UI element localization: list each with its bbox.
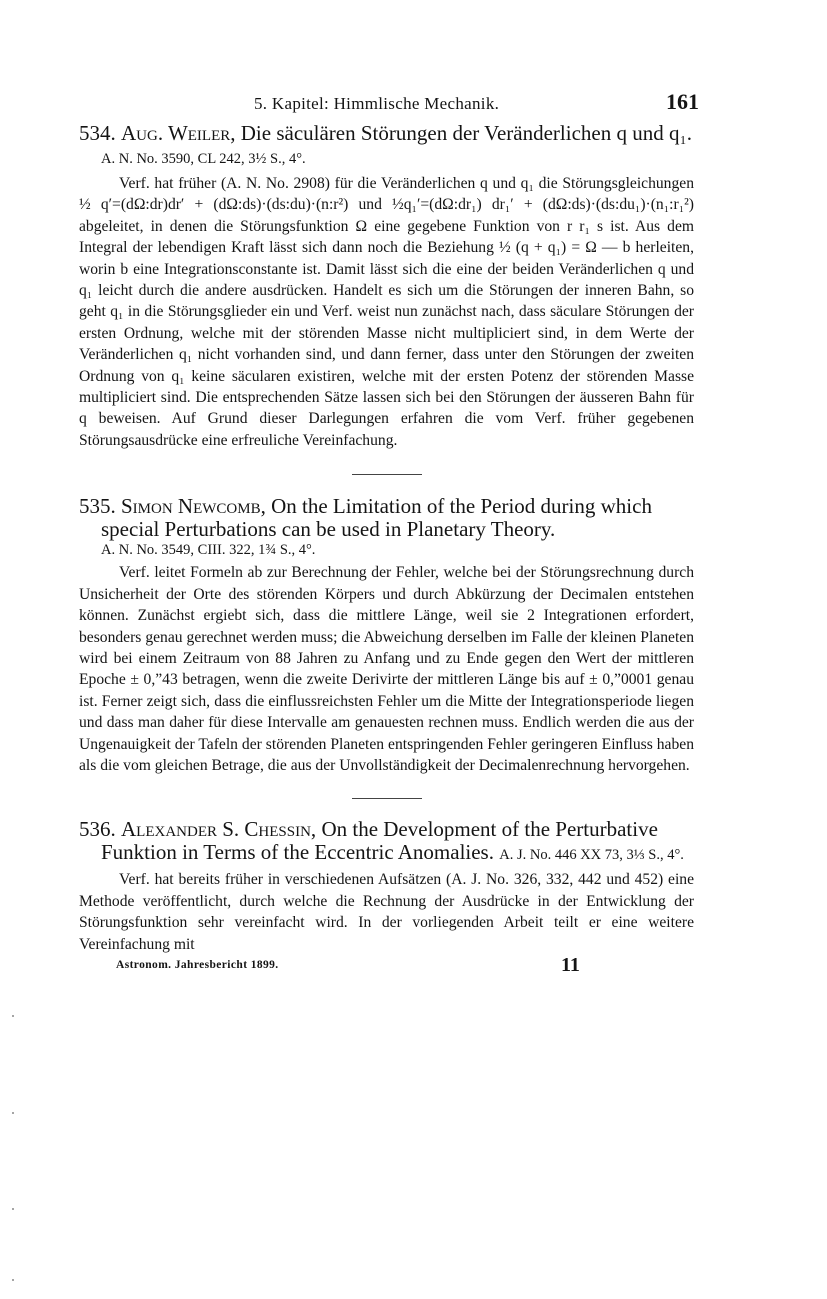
footer-journal: Astronom. Jahresbericht 1899.	[116, 958, 279, 971]
scan-edge-mark	[12, 1112, 14, 1114]
entry-title: On the Development of the Perturbative Funktion in Terms of the Eccentric Anomalies.	[101, 817, 658, 865]
running-head	[79, 88, 699, 118]
entry-heading	[79, 495, 694, 541]
entry-author: Aug. Weiler,	[121, 121, 236, 145]
entry-reference: A. N. No. 3590, CL 242, 3½ S., 4°.	[101, 151, 306, 167]
entry-body: Verf. leitet Formeln ab zur Berechnung der Fehler, welche bei der Störungsrechnung durch Unsicherheit der Orte des störenden Körpers und durch Abkürzung der Decimalen entstehen können. Zunächst ergiebt sich, dass die mittlere Länge, weil sie 2 Integrationen erfordert, besonders genau gerechnet werden muss; die Abweichung derselben im Falle der kleinen Planeten wird bei einem Zeitraum von 88 Jahren zu Anfang und zu Ende gegen den Wert der mittleren Epoche ± 0,”43 betragen, wenn die zweite Derivirte der mittleren Länge bis auf ± 0,”0001 genau ist. Ferner zeigt sich, dass die einflussreichsten Fehler um die Mitte der Integrationsperiode liegen und dass man daher für diese Intervalle am genauesten rechnen muss. Endlich werden die aus der Ungenauigkeit der Tafeln der störenden Planeten entspringenden Fehler geringeren Einfluss haben als die vom gleichen Betrage, die aus der Unvollständigkeit der Decimalenrechnung hervorgehen.	[79, 564, 694, 774]
entry-reference: A. N. No. 3549, CIII. 322, 1¾ S., 4°.	[101, 542, 316, 559]
entry-heading	[79, 818, 694, 867]
entry-number: 535.	[79, 494, 116, 519]
scan-edge-mark	[12, 1015, 14, 1017]
page-number: 161	[666, 89, 699, 114]
scan-edge-mark	[12, 1279, 14, 1281]
document-page	[79, 88, 699, 981]
page-footer	[79, 955, 694, 981]
entry-number: 536.	[79, 817, 116, 842]
entry-author: Simon Newcomb,	[121, 494, 266, 519]
entry-title: On the Limitation of the Period during which special Perturbations can be used in Planetary Theory.	[101, 494, 652, 542]
entry-534	[79, 122, 694, 451]
entry-author: Alexander S. Chessin,	[121, 817, 317, 842]
entry-heading	[79, 122, 694, 171]
running-title: 5. Kapitel: Himmlische Mechanik.	[254, 94, 500, 113]
entry-reference: A. J. No. 446 XX 73, 3⅓ S., 4°.	[499, 847, 684, 864]
entry-536	[79, 818, 694, 955]
section-divider	[352, 474, 422, 475]
scan-edge-mark	[12, 1208, 14, 1210]
entry-535	[79, 495, 694, 776]
signature-mark: 11	[561, 953, 580, 976]
entry-body: Verf. hat bereits früher in verschiedenen Aufsätzen (A. J. No. 326, 332, 442 und 452) eine Methode veröffentlicht, durch welche die Rechnung der Ausdrücke in der Entwicklung der Störungsfunktion sehr vereinfacht wird. In der vorliegenden Arbeit teilt er eine weitere Vereinfachung mit	[79, 871, 694, 953]
section-divider	[352, 798, 422, 799]
entry-number: 534.	[79, 121, 116, 145]
entry-body: Verf. hat früher (A. N. No. 2908) für die Veränderlichen q und q₁ die Störungsgleichungen ½ q′=(dΩ:dr)dr′ + (dΩ:ds)·(ds:du)·(n:r²) und ½q₁′=(dΩ:dr₁) dr₁′ + (dΩ:ds)·(ds:du₁)·(n₁:r₁²) abgeleitet, in denen die Störungsfunktion Ω eine gegebene Funktion von r r₁ s ist. Aus dem Integral der lebendigen Kraft lässt sich dann noch die Beziehung ½ (q + q₁) = Ω — b herleiten, worin b eine Integrationsconstante ist. Damit lässt sich die eine der beiden Veränderlichen q und q₁ leicht durch die andere ausdrücken. Handelt es sich um die Störungen der inneren Bahn, so geht q₁ in die Störungsglieder ein und Verf. weist nun zunächst nach, dass säculare Störungen der ersten Ordnung, welche mit der störenden Masse nicht multipliciert sind, in dem Werte der Veränderlichen q₁ nicht vorhanden sind, und dann ferner, dass unter den Störungen der zweiten Ordnung von q₁ keine säcularen existiren, welche mit der ersten Potenz der störenden Masse multipliciert sind. Die entsprechenden Sätze lassen sich bei den Störungen der äusseren Bahn für q beweisen. Auf Grund dieser Darlegungen erfahren die vom Verf. früher gegebenen Störungsausdrücke eine erfreuliche Vereinfachung.	[79, 175, 694, 449]
entry-title: Die säculären Störungen der Veränderlichen q und q₁.	[240, 121, 693, 145]
